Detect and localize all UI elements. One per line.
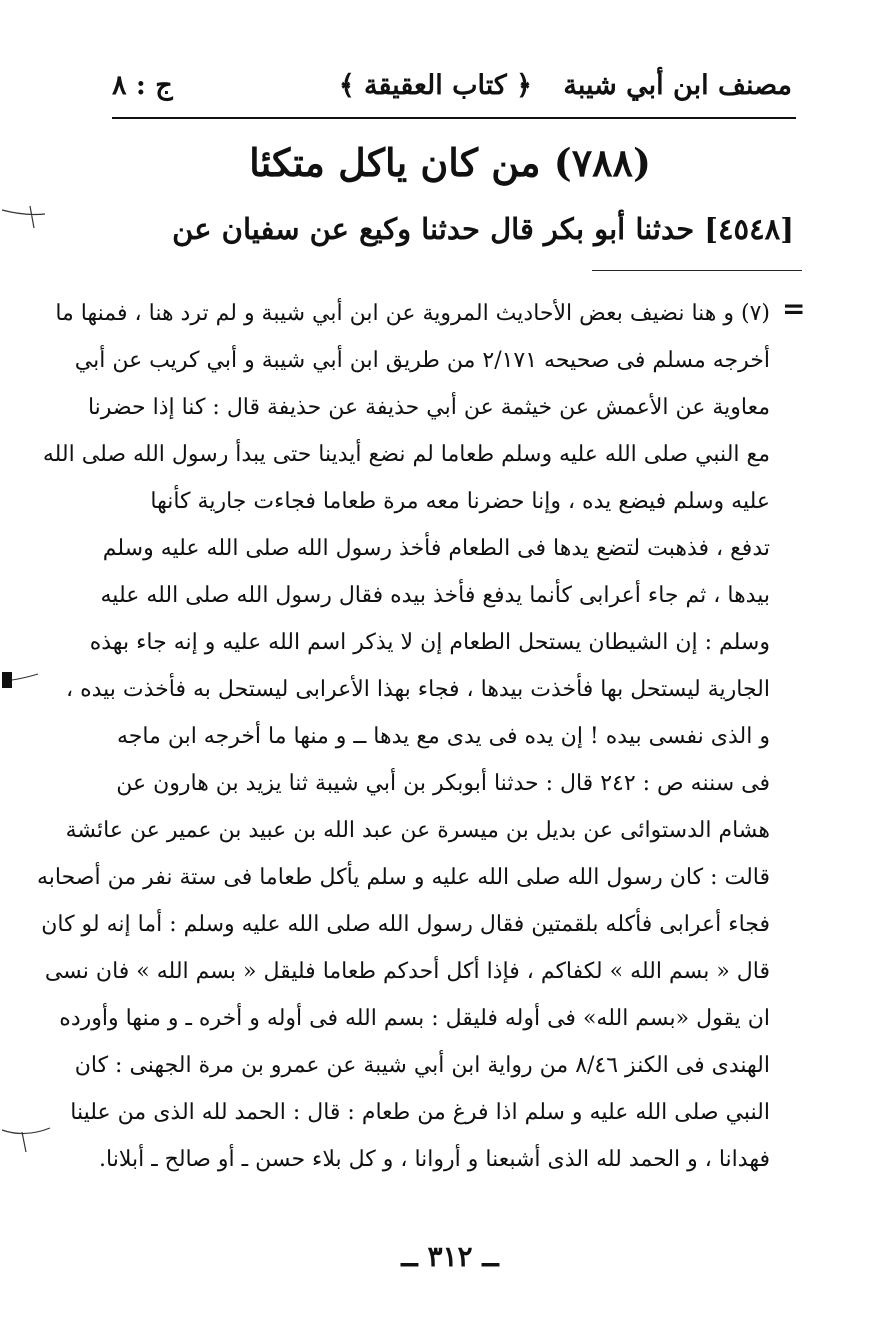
footnote-line: بيدها ، ثم جاء أعرابى كأنما يدفع فأخذ بيده فقال رسول الله صلى الله عليه — [100, 583, 770, 608]
page-number: ــ ٣١٢ ــ — [401, 1240, 499, 1273]
volume-label: ج : ٨ — [112, 70, 173, 101]
footnote-line: معاوية عن الأعمش عن خيثمة عن أبي حذيفة عن حذيفة قال : كنا إذا حضرنا — [87, 395, 770, 420]
section-title: ﴿ كتاب العقيقة ﴾ — [338, 70, 532, 101]
footnote-line: الجارية ليستحل بها فأخذت بيدها ، فجاء بهذا الأعرابى ليستحل به فأخذت بيده ، — [66, 677, 770, 702]
header-rule — [112, 117, 796, 119]
footnote-line: قال « بسم الله » لكفاكم ، فإذا أكل أحدكم طعاما فليقل « بسم الله » فان نسى — [44, 959, 770, 984]
footnote-line: أخرجه مسلم فى صحيحه ٢/١٧١ من طريق ابن أبي شيبة و أبي كريب عن أبي — [74, 348, 770, 373]
footnote-line: فى سننه ص : ٢٤٢ قال : حدثنا أبوبكر بن أبي شيبة ثنا يزيد بن هارون عن — [116, 771, 770, 796]
book-title: مصنف ابن أبي شيبة — [563, 70, 792, 101]
hadith-text: [٤٥٤٨] حدثنا أبو بكر قال حدثنا وكيع عن سفيان عن — [172, 212, 794, 246]
margin-scan-mark — [0, 660, 50, 700]
footnote-line: هشام الدستوائى عن بديل بن ميسرة عن عبد الله بن عبيد بن عمير عن عائشة — [65, 818, 770, 843]
footnote-line: فجاء أعرابى فأكله بلقمتين فقال رسول الله صلى الله عليه وسلم : أما إنه لو كان — [41, 912, 770, 937]
footnote-line: فهدانا ، و الحمد لله الذى أشبعنا و أروانا ، و كل بلاء حسن ـ أو صالح ـ أبلانا. — [99, 1147, 770, 1172]
footnote-line: (٧) و هنا نضيف بعض الأحاديث المروية عن ابن أبي شيبة و لم ترد هنا ، فمنها ما — [55, 301, 770, 326]
footnote-line: تدفع ، فذهبت لتضع يدها فى الطعام فأخذ رسول الله صلى الله عليه وسلم — [102, 536, 770, 561]
footnote-line: ان يقول «بسم الله» فى أوله فليقل : بسم الله فى أوله و أخره ـ و منها وأورده — [59, 1006, 770, 1031]
footnote-line: وسلم : إن الشيطان يستحل الطعام إن لا يذكر اسم الله عليه و إنه جاء بهذه — [89, 630, 770, 655]
footnote-line: مع النبي صلى الله عليه وسلم طعاما لم نضع أيدينا حتى يبدأ رسول الله صلى الله — [42, 442, 770, 467]
chapter-title: (٧٨٨) من كان ياكل متكئا — [249, 140, 651, 185]
footnote-line: عليه وسلم فيضع يده ، وإنا حضرنا معه مرة طعاما فجاءت جارية كأنها — [150, 489, 770, 514]
running-header — [112, 62, 792, 114]
footnote-line: قالت : كان رسول الله صلى الله عليه و سلم يأكل طعاما فى ستة نفر من أصحابه — [36, 865, 770, 890]
margin-scan-mark — [0, 1118, 60, 1158]
footnote-line: و الذى نفسى بيده ! إن يده فى يدى مع يدها ــ و منها ما أخرجه ابن ماجه — [116, 724, 770, 749]
footnote-line: الهندى فى الكنز ٨/٤٦ من رواية ابن أبي شيبة عن عمرو بن مرة الجهنى : كان — [74, 1053, 770, 1078]
footnote-line: النبي صلى الله عليه و سلم اذا فرغ من طعام : قال : الحمد لله الذى من علينا — [70, 1100, 770, 1125]
footnote-block — [36, 290, 770, 1183]
footnote-continuation-mark: = — [782, 292, 806, 325]
footnote-rule — [592, 270, 802, 271]
margin-scan-mark — [0, 200, 60, 240]
